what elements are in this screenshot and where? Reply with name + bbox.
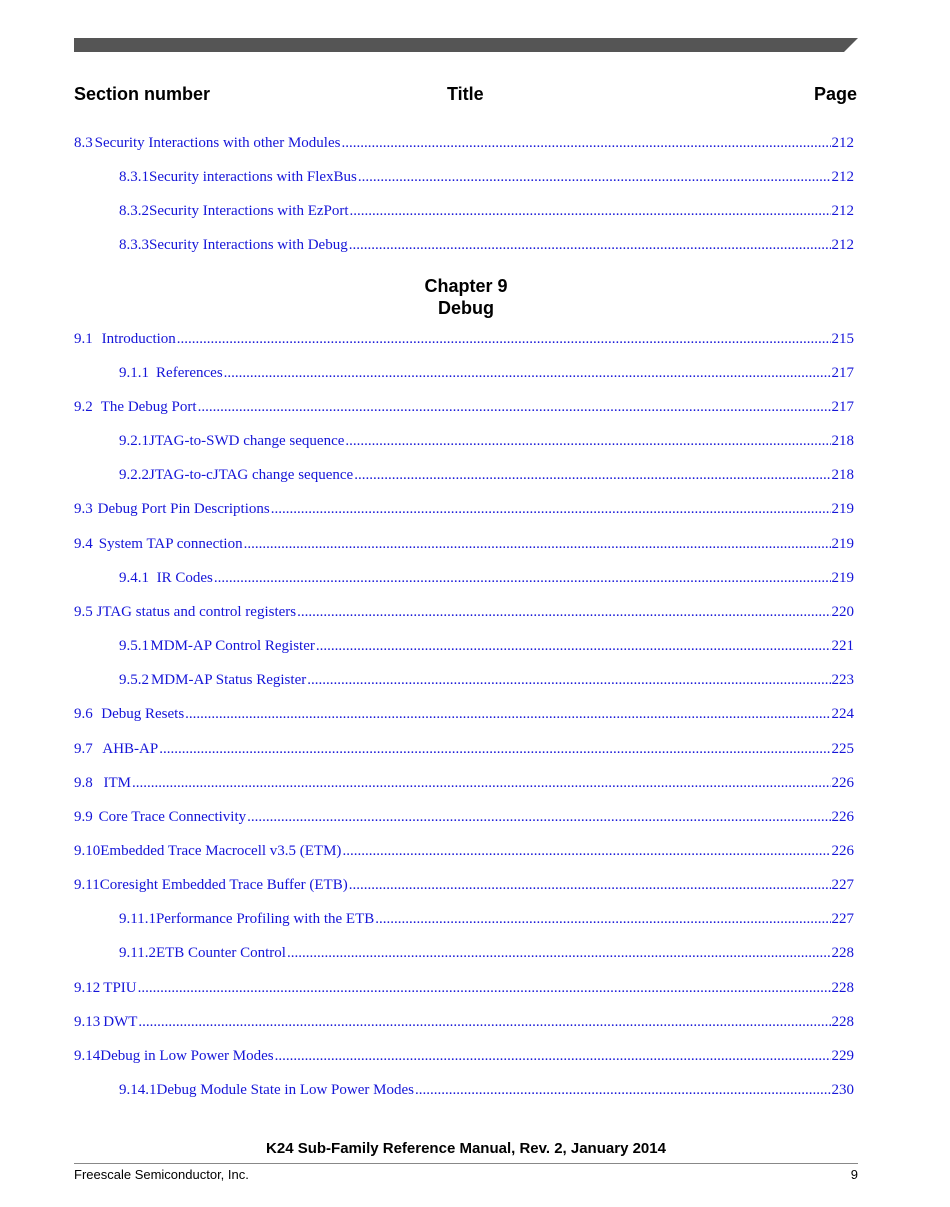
toc-entry-number: 9.14.1 — [119, 1082, 157, 1098]
toc-entry-number: 8.3.2 — [119, 203, 149, 219]
toc-entry[interactable] — [119, 237, 854, 259]
column-header-page: Page — [813, 84, 857, 104]
toc-entry-page[interactable]: 226 — [831, 843, 854, 859]
toc-entry-number: 9.4.1 — [119, 570, 149, 586]
toc-entry[interactable] — [119, 467, 854, 489]
toc-entry-number: 9.12 — [74, 980, 101, 996]
toc-dot-leader — [177, 331, 831, 348]
toc-entry-title[interactable]: JTAG status and control registers — [96, 604, 297, 620]
toc-dot-leader — [316, 638, 831, 655]
toc-entry[interactable] — [119, 203, 854, 225]
toc-entry-page[interactable]: 218 — [831, 467, 854, 483]
toc-entry-page[interactable]: 212 — [831, 237, 854, 253]
toc-entry[interactable] — [74, 843, 854, 865]
manual-title: K24 Sub-Family Reference Manual, Rev. 2, January 2014 — [266, 1140, 666, 1157]
toc-dot-leader — [341, 135, 830, 152]
toc-dot-leader — [342, 843, 830, 860]
toc-entry[interactable] — [74, 775, 854, 797]
toc-entry-number: 9.6 — [74, 706, 93, 722]
footer-divider — [74, 1163, 858, 1164]
toc-entry-page[interactable]: 212 — [831, 169, 854, 185]
toc-entry-title[interactable]: Debug in Low Power Modes — [100, 1048, 274, 1064]
toc-entry-page[interactable]: 219 — [831, 570, 854, 586]
toc-entry-page[interactable]: 225 — [831, 741, 854, 757]
toc-entry-page[interactable]: 217 — [831, 399, 854, 415]
toc-entry-number: 9.11.1 — [119, 911, 156, 927]
toc-entry-page[interactable]: 219 — [831, 501, 854, 517]
toc-entry-title[interactable]: Debug Port Pin Descriptions — [97, 501, 270, 517]
toc-dot-leader — [415, 1082, 831, 1099]
toc-entry-title[interactable]: DWT — [103, 1014, 138, 1030]
toc-entry-title[interactable]: Coresight Embedded Trace Buffer (ETB) — [99, 877, 348, 893]
toc-dot-leader — [247, 809, 830, 826]
toc-entry-page[interactable]: 229 — [831, 1048, 854, 1064]
toc-entry-number: 8.3 — [74, 135, 93, 151]
toc-entry-number: 9.3 — [74, 501, 93, 517]
toc-entry[interactable] — [74, 135, 854, 157]
toc-dot-leader — [198, 399, 831, 416]
toc-dot-leader — [271, 501, 831, 518]
toc-dot-leader — [138, 1014, 830, 1031]
toc-entry-title[interactable]: TPIU — [103, 980, 137, 996]
toc-entry-title[interactable]: System TAP connection — [98, 536, 243, 552]
toc-entry-title[interactable]: Debug Resets — [101, 706, 185, 722]
toc-entry-page[interactable]: 230 — [831, 1082, 854, 1098]
toc-entry-number: 8.3.3 — [119, 237, 149, 253]
toc-dot-leader — [297, 604, 830, 621]
toc-entry[interactable] — [74, 741, 854, 763]
column-header-section-number: Section number — [74, 84, 211, 104]
toc-entry-number: 9.1.1 — [119, 365, 149, 381]
toc-entry[interactable] — [74, 536, 854, 558]
toc-entry-number: 9.7 — [74, 741, 93, 757]
toc-entry[interactable] — [74, 980, 854, 1002]
toc-entry-number: 9.5.1 — [119, 638, 149, 654]
toc-entry-number: 9.10 — [74, 843, 101, 859]
toc-entry[interactable] — [119, 1082, 854, 1104]
toc-entry-title[interactable]: IR Codes — [156, 570, 213, 586]
toc-entry-number: 9.5.2 — [119, 672, 149, 688]
toc-entry-title[interactable]: ETB Counter Control — [155, 945, 286, 961]
toc-entry-number: 9.13 — [74, 1014, 101, 1030]
header-bar — [74, 38, 858, 52]
page-number: 9 — [850, 1167, 858, 1182]
toc-entry-title[interactable]: Performance Profiling with the ETB — [155, 911, 375, 927]
toc-entry[interactable] — [74, 1048, 854, 1070]
toc-dot-leader — [138, 980, 831, 997]
toc-entry-number: 9.11 — [74, 877, 100, 893]
toc-dot-leader — [307, 672, 830, 689]
toc-entry-number: 9.9 — [74, 809, 93, 825]
toc-entry-page[interactable]: 226 — [831, 809, 854, 825]
toc-dot-leader — [354, 467, 830, 484]
toc-entry-page[interactable]: 217 — [831, 365, 854, 381]
toc-dot-leader — [375, 911, 830, 928]
toc-entry[interactable] — [74, 877, 854, 899]
toc-entry-title[interactable]: Security interactions with FlexBus — [149, 169, 357, 185]
toc-entry[interactable] — [119, 638, 854, 660]
toc-entry-title[interactable]: Core Trace Connectivity — [98, 809, 247, 825]
toc-dot-leader — [349, 877, 831, 894]
column-header-title: Title — [447, 84, 484, 104]
toc-entry[interactable] — [119, 911, 854, 933]
toc-entry-number: 9.11.2 — [119, 945, 156, 961]
toc-dot-leader — [159, 741, 830, 758]
chapter-number: Chapter 9 — [424, 276, 508, 296]
toc-entry[interactable] — [74, 809, 854, 831]
toc-entry-page[interactable]: 220 — [831, 604, 854, 620]
toc-entry[interactable] — [74, 706, 854, 728]
toc-entry-title[interactable]: Embedded Trace Macrocell v3.5 (ETM) — [100, 843, 342, 859]
toc-entry[interactable] — [74, 399, 854, 421]
toc-entry-number: 9.4 — [74, 536, 93, 552]
toc-entry-title[interactable]: ITM — [103, 775, 132, 791]
toc-entry-page[interactable]: 228 — [831, 980, 854, 996]
chapter-title: Debug — [438, 298, 494, 318]
toc-entry[interactable] — [119, 365, 854, 387]
toc-entry-title[interactable]: Security Interactions with other Modules — [94, 135, 341, 151]
toc-dot-leader — [214, 570, 831, 587]
toc-entry-title[interactable]: Introduction — [101, 331, 176, 347]
toc-entry-title[interactable]: Security Interactions with EzPort — [149, 203, 349, 219]
toc-entry-number: 9.8 — [74, 775, 93, 791]
toc-entry[interactable] — [74, 1014, 854, 1036]
toc-dot-leader — [350, 203, 831, 220]
toc-entry-title[interactable]: JTAG-to-cJTAG change sequence — [149, 467, 354, 483]
toc-entry[interactable] — [119, 945, 854, 967]
toc-entry[interactable] — [74, 331, 854, 353]
toc-entry-page[interactable]: 224 — [831, 706, 854, 722]
toc-dot-leader — [349, 237, 831, 254]
toc-dot-leader — [358, 169, 831, 186]
toc-entry[interactable] — [74, 604, 854, 626]
toc-dot-leader — [224, 365, 831, 382]
company-name: Freescale Semiconductor, Inc. — [74, 1167, 249, 1182]
toc-entry-number: 9.5 — [74, 604, 93, 620]
toc-entry-number: 9.2.1 — [119, 433, 149, 449]
toc-entry-title[interactable]: Debug Module State in Low Power Modes — [156, 1082, 414, 1098]
toc-dot-leader — [345, 433, 830, 450]
toc-dot-leader — [275, 1048, 831, 1065]
toc-entry[interactable] — [119, 433, 854, 455]
toc-entry-title[interactable]: JTAG-to-SWD change sequence — [149, 433, 345, 449]
toc-entry-page[interactable]: 212 — [831, 203, 854, 219]
toc-dot-leader — [132, 775, 830, 792]
toc-entry-page[interactable]: 228 — [831, 945, 854, 961]
toc-entry-number: 9.2.2 — [119, 467, 149, 483]
toc-entry-page[interactable]: 223 — [831, 672, 854, 688]
toc-entry-page[interactable]: 227 — [831, 877, 854, 893]
toc-entry-title[interactable]: The Debug Port — [100, 399, 197, 415]
toc-entry-title[interactable]: MDM-AP Status Register — [150, 672, 307, 688]
toc-entry[interactable] — [119, 672, 854, 694]
toc-entry-title[interactable]: Security Interactions with Debug — [149, 237, 348, 253]
toc-dot-leader — [185, 706, 830, 723]
toc-entry-title[interactable]: MDM-AP Control Register — [150, 638, 315, 654]
toc-entry-page[interactable]: 218 — [831, 433, 854, 449]
toc-entry-number: 9.1 — [74, 331, 93, 347]
toc-dot-leader — [244, 536, 831, 553]
toc-entry-page[interactable]: 227 — [831, 911, 854, 927]
toc-entry-page[interactable]: 215 — [831, 331, 854, 347]
toc-entry-title[interactable]: AHB-AP — [102, 741, 159, 757]
toc-entry-page[interactable]: 219 — [831, 536, 854, 552]
toc-entry-page[interactable]: 221 — [831, 638, 854, 654]
toc-entry[interactable] — [119, 169, 854, 191]
toc-entry-page[interactable]: 226 — [831, 775, 854, 791]
toc-entry-number: 9.14 — [74, 1048, 101, 1064]
toc-entry-number: 8.3.1 — [119, 169, 149, 185]
toc-entry[interactable] — [119, 570, 854, 592]
toc-entry[interactable] — [74, 501, 854, 523]
toc-entry-title[interactable]: References — [156, 365, 223, 381]
toc-entry-number: 9.2 — [74, 399, 93, 415]
toc-dot-leader — [287, 945, 831, 962]
toc-entry-page[interactable]: 212 — [831, 135, 854, 151]
chapter-heading — [0, 275, 932, 319]
toc-entry-page[interactable]: 228 — [831, 1014, 854, 1030]
